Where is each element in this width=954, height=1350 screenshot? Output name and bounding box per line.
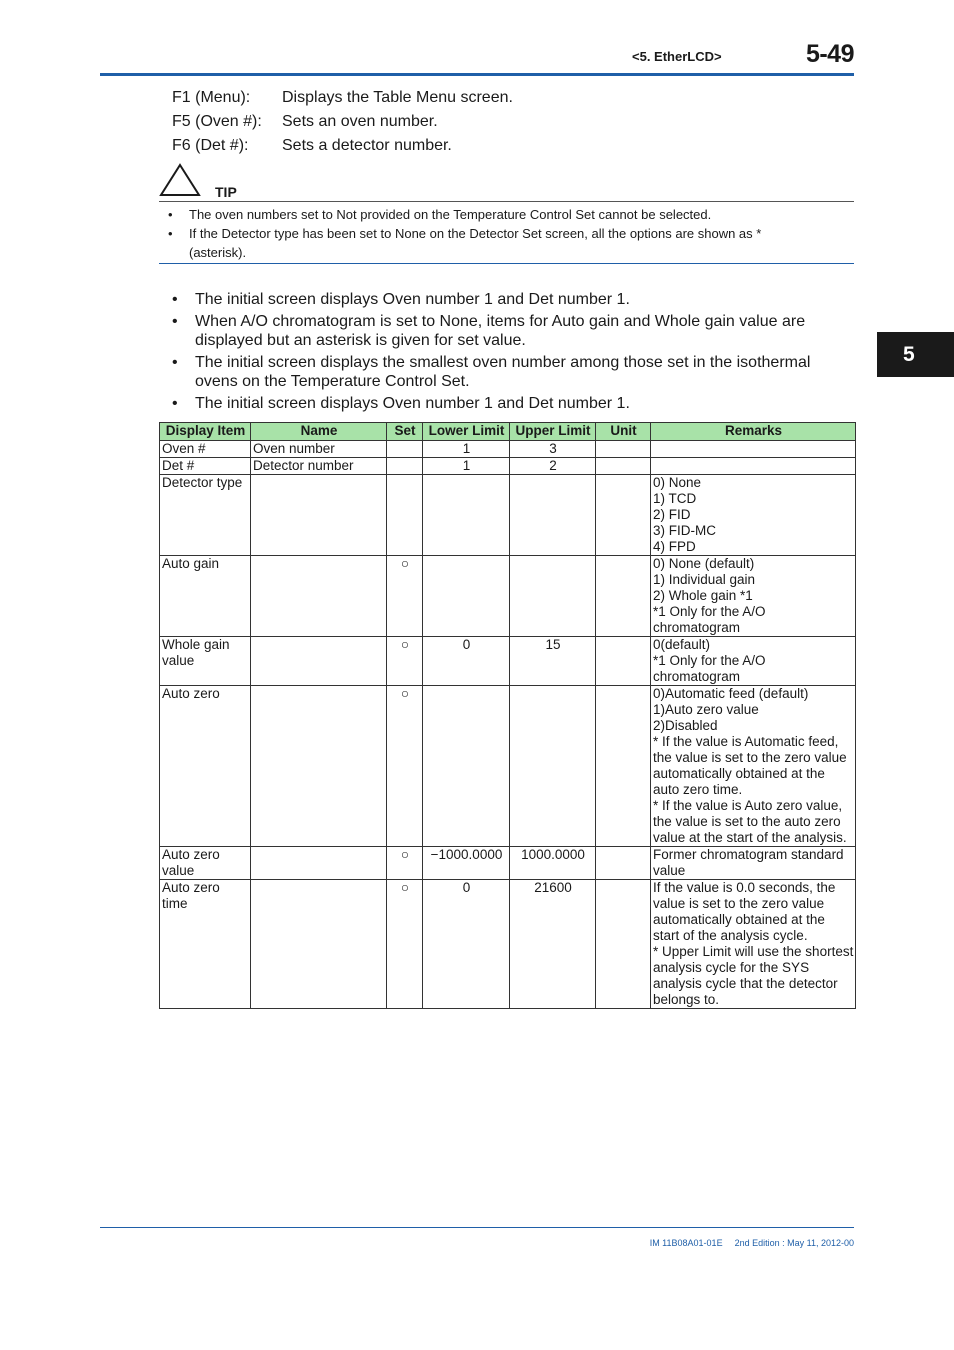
- cell-lower-limit: 1: [423, 441, 510, 458]
- cell-unit: [596, 441, 651, 458]
- table-row: [160, 686, 856, 847]
- function-key-description: Sets a detector number.: [282, 137, 452, 154]
- tip-item: [159, 205, 854, 224]
- cell-name: [251, 686, 387, 847]
- cell-upper-limit: [510, 556, 596, 637]
- cell-remarks: 0)Automatic feed (default) 1)Auto zero value 2)Disabled * If the value is Automatic feed, the value is set to the zero value automatically obtained at the auto zero time. * If the value is Auto zero value, the value is set to the auto zero value at the start of the analysis.: [651, 686, 856, 847]
- cell-unit: [596, 637, 651, 686]
- note-item: [160, 312, 830, 350]
- cell-set: [387, 475, 423, 556]
- cell-set: ○: [387, 556, 423, 637]
- note-text: The initial screen displays the smallest oven number among those set in the isothermal ovens on the Temperature Control Set.: [195, 354, 811, 390]
- cell-unit: [596, 458, 651, 475]
- notes-list: [160, 290, 830, 416]
- tip-divider: [159, 201, 854, 202]
- warning-triangle-icon: [159, 163, 201, 202]
- cell-upper-limit: 21600: [510, 880, 596, 1009]
- cell-display-item: Oven #: [160, 441, 251, 458]
- bullet-icon: •: [172, 313, 178, 330]
- table-header-row: [160, 423, 856, 441]
- cell-upper-limit: 1000.0000: [510, 847, 596, 880]
- table-row: [160, 637, 856, 686]
- function-key-row: [172, 136, 513, 160]
- cell-lower-limit: 1: [423, 458, 510, 475]
- column-header-unit: Unit: [596, 423, 651, 441]
- cell-name: [251, 556, 387, 637]
- note-item: [160, 353, 830, 391]
- cell-lower-limit: 0: [423, 637, 510, 686]
- cell-upper-limit: 15: [510, 637, 596, 686]
- chapter-tab-number: 5: [903, 342, 915, 366]
- footer-doc-id: IM 11B08A01-01E: [649, 1238, 723, 1248]
- cell-name: [251, 847, 387, 880]
- cell-display-item: Auto zero time: [160, 880, 251, 1009]
- footer-edition: 2nd Edition : May 11, 2012-00: [734, 1238, 854, 1248]
- function-key-description: Sets an oven number.: [282, 113, 438, 130]
- footer: [638, 1238, 854, 1248]
- column-header-upper-limit: Upper Limit: [510, 423, 596, 441]
- cell-name: [251, 880, 387, 1009]
- note-text: The initial screen displays Oven number 1 and Det number 1.: [195, 291, 630, 308]
- bullet-icon: •: [172, 354, 178, 371]
- cell-unit: [596, 686, 651, 847]
- cell-display-item: Auto gain: [160, 556, 251, 637]
- note-item: [160, 394, 830, 413]
- cell-name: [251, 637, 387, 686]
- cell-display-item: Auto zero value: [160, 847, 251, 880]
- cell-remarks: 0) None 1) TCD 2) FID 3) FID-MC 4) FPD: [651, 475, 856, 556]
- cell-remarks: Former chromatogram standard value: [651, 847, 856, 880]
- cell-upper-limit: [510, 475, 596, 556]
- cell-set: [387, 458, 423, 475]
- cell-remarks: 0(default) *1 Only for the A/O chromatogram: [651, 637, 856, 686]
- cell-display-item: Whole gain value: [160, 637, 251, 686]
- header-section-title: <5. EtherLCD>: [632, 49, 722, 64]
- function-key-label: F5 (Oven #):: [172, 113, 262, 130]
- function-key-label: F6 (Det #):: [172, 137, 249, 154]
- function-key-row: [172, 112, 513, 136]
- cell-upper-limit: [510, 686, 596, 847]
- tip-item-text: The oven numbers set to Not provided on the Temperature Control Set cannot be selected.: [189, 207, 712, 222]
- cell-name: Detector number: [251, 458, 387, 475]
- cell-set: ○: [387, 686, 423, 847]
- cell-lower-limit: [423, 475, 510, 556]
- function-key-list: [172, 88, 513, 160]
- cell-set: [387, 441, 423, 458]
- column-header-set: Set: [387, 423, 423, 441]
- cell-remarks: [651, 458, 856, 475]
- cell-display-item: Auto zero: [160, 686, 251, 847]
- function-key-row: [172, 88, 513, 112]
- function-key-label: F1 (Menu):: [172, 89, 251, 106]
- cell-set: ○: [387, 847, 423, 880]
- cell-set: ○: [387, 637, 423, 686]
- cell-upper-limit: 2: [510, 458, 596, 475]
- note-text: The initial screen displays Oven number 1 and Det number 1.: [195, 395, 630, 412]
- chapter-tab: [877, 332, 954, 377]
- bullet-icon: •: [168, 226, 173, 241]
- tip-item-text: If the Detector type has been set to None on the Detector Set screen, all the options are shown as * (asterisk).: [189, 226, 762, 260]
- tip-label: TIP: [215, 184, 237, 200]
- column-header-remarks: Remarks: [651, 423, 856, 441]
- cell-name: Oven number: [251, 441, 387, 458]
- column-header-name: Name: [251, 423, 387, 441]
- table-row: [160, 847, 856, 880]
- cell-lower-limit: [423, 686, 510, 847]
- settings-table: [159, 422, 856, 1009]
- cell-remarks: 0) None (default) 1) Individual gain 2) Whole gain *1 *1 Only for the A/O chromatogram: [651, 556, 856, 637]
- function-key-description: Displays the Table Menu screen.: [282, 89, 513, 106]
- table-row: [160, 475, 856, 556]
- cell-unit: [596, 847, 651, 880]
- cell-remarks: [651, 441, 856, 458]
- bullet-icon: •: [168, 207, 173, 222]
- column-header-lower-limit: Lower Limit: [423, 423, 510, 441]
- table-row: [160, 441, 856, 458]
- bullet-icon: •: [172, 291, 178, 308]
- cell-display-item: Detector type: [160, 475, 251, 556]
- cell-upper-limit: 3: [510, 441, 596, 458]
- table-row: [160, 880, 856, 1009]
- cell-set: ○: [387, 880, 423, 1009]
- bullet-icon: •: [172, 395, 178, 412]
- cell-unit: [596, 880, 651, 1009]
- cell-lower-limit: [423, 556, 510, 637]
- footer-rule: [100, 1227, 854, 1228]
- column-header-display-item: Display Item: [160, 423, 251, 441]
- note-text: When A/O chromatogram is set to None, items for Auto gain and Whole gain value are displayed but an asterisk is given for set value.: [195, 313, 806, 349]
- cell-lower-limit: −1000.0000: [423, 847, 510, 880]
- cell-unit: [596, 475, 651, 556]
- table-row: [160, 458, 856, 475]
- page-number: 5-49: [805, 40, 854, 68]
- tip-end-divider: [159, 263, 854, 264]
- tip-list: [159, 205, 854, 262]
- cell-name: [251, 475, 387, 556]
- cell-lower-limit: 0: [423, 880, 510, 1009]
- cell-display-item: Det #: [160, 458, 251, 475]
- table-row: [160, 556, 856, 637]
- header-rule: [100, 73, 854, 76]
- note-item: [160, 290, 830, 309]
- tip-item: [159, 224, 854, 262]
- cell-unit: [596, 556, 651, 637]
- cell-remarks: If the value is 0.0 seconds, the value is set to the zero value automatically obtained at the start of the analysis cycle. * Upper Limit will use the shortest analysis cycle for the SYS analysis cycle that the detector belongs to.: [651, 880, 856, 1009]
